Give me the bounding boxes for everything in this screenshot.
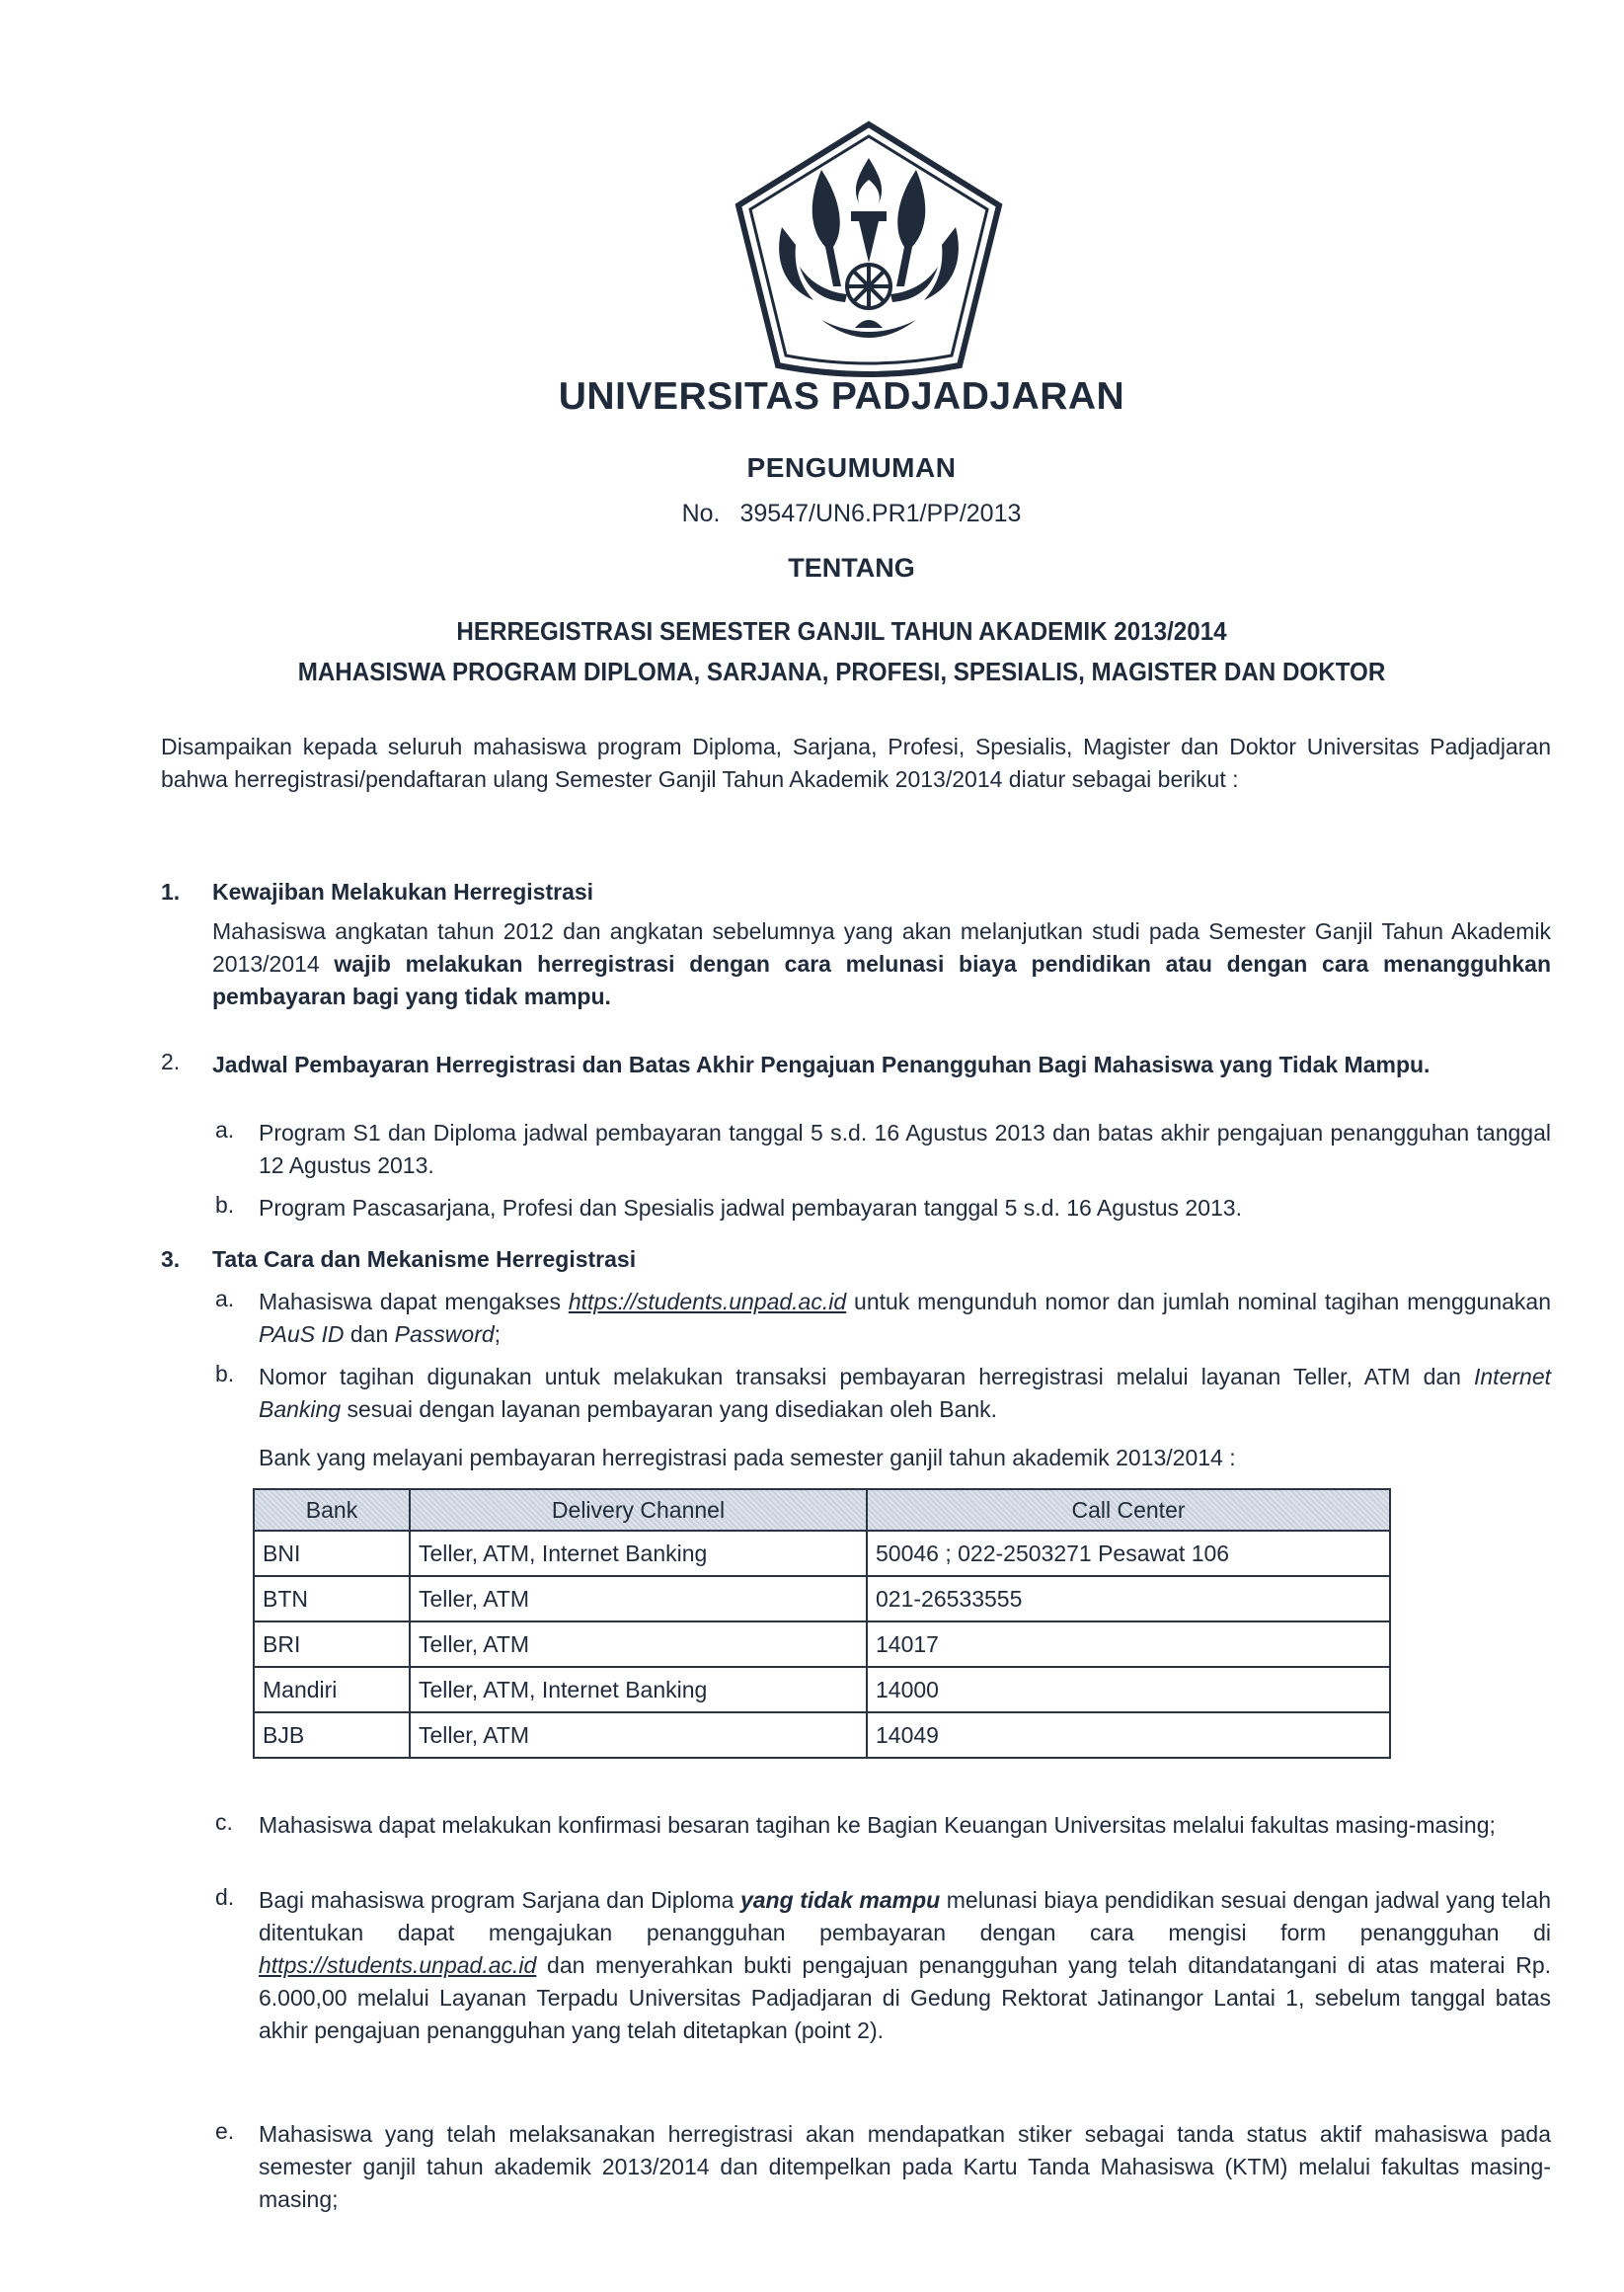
table-row <box>254 1712 1390 1758</box>
intro-paragraph: Disampaikan kepada seluruh mahasiswa program Diploma, Sarjana, Profesi, Spesialis, Magister dan Doktor Universitas Padjadjaran bahwa herregistrasi/pendaftaran ulang Semester Ganjil Tahun Akademik 2013/2014 diatur sebagai berikut : <box>161 734 1551 792</box>
section-3-title: Tata Cara dan Mekanisme Herregistrasi <box>212 1246 637 1272</box>
text-run: sesuai dengan layanan pembayaran yang disediakan oleh Bank. <box>341 1396 998 1422</box>
document-title-line-2: MAHASISWA PROGRAM DIPLOMA, SARJANA, PROFESI, SPESIALIS, MAGISTER DAN DOKTOR <box>297 657 1386 686</box>
section-3b-text <box>259 1361 1551 1426</box>
delivery-channel: Teller, ATM, Internet Banking <box>410 1531 867 1576</box>
bank-name: Mandiri <box>254 1667 410 1712</box>
delivery-channel: Teller, ATM, Internet Banking <box>410 1667 867 1712</box>
delivery-channel: Teller, ATM <box>410 1576 867 1621</box>
text-run: Bagi mahasiswa program Sarjana dan Diploma <box>259 1887 740 1913</box>
text-run: Mahasiswa dapat mengakses <box>259 1289 569 1314</box>
announcement-heading: PENGUMUMAN <box>746 452 957 483</box>
section-3a-text <box>259 1286 1551 1351</box>
bank-name: BRI <box>254 1621 410 1667</box>
column-header-bank: Bank <box>254 1489 410 1531</box>
section-1-body <box>212 915 1551 1013</box>
section-3d-letter: d. <box>215 1884 235 1910</box>
students-portal-link[interactable]: https://students.unpad.ac.id <box>568 1289 847 1314</box>
table-row <box>254 1667 1390 1712</box>
university-emblem-icon <box>731 119 1007 380</box>
section-1-body-text: Mahasiswa angkatan tahun 2012 dan angkatan sebelumnya yang akan melanjutkan studi pada Semester Ganjil Tahun Akademik 2013/2014 <box>212 918 1551 977</box>
emphasis-not-able: yang tidak mampu <box>739 1887 941 1913</box>
call-center: 14000 <box>867 1667 1390 1712</box>
call-center: 021-26533555 <box>867 1576 1390 1621</box>
section-3d-text <box>259 1884 1551 2047</box>
announcement-number <box>39 500 1624 528</box>
section-3c-text: Mahasiswa dapat melakukan konfirmasi besaran tagihan ke Bagian Keuangan Universitas melalui fakultas masing-masing; <box>259 1812 1496 1838</box>
section-1-number: 1. <box>161 879 181 905</box>
text-run: dan menyerahkan bukti pengajuan penangguhan yang telah ditandatangani di atas materai Rp. 6.000,00 melalui Layanan Terpadu Universitas Padjadjaran di Gedung Rektorat Jatinangor Lantai 1, sebelum tanggal batas akhir pengajuan penangguhan yang telah ditetapkan (point 2). <box>259 1952 1551 2043</box>
number-label: No. <box>681 500 721 527</box>
text-run: Nomor tagihan digunakan untuk melakukan transaksi pembayaran herregistrasi melalui layanan Teller, ATM dan <box>259 1364 1474 1389</box>
number-value: 39547/UN6.PR1/PP/2013 <box>739 500 1022 527</box>
column-header-delivery-channel: Delivery Channel <box>410 1489 867 1531</box>
column-header-call-center: Call Center <box>867 1489 1390 1531</box>
bank-name: BTN <box>254 1576 410 1621</box>
text-run: melunasi biaya pendidikan sesuai dengan jadwal yang telah ditentukan dapat mengajukan penangguhan pembayaran dengan cara mengisi form penangguhan di <box>259 1887 1551 1945</box>
text-run: ; <box>494 1321 502 1347</box>
section-2a-text: Program S1 dan Diploma jadwal pembayaran tanggal 5 s.d. 16 Agustus 2013 dan batas akhir pengajuan penangguhan tanggal 12 Agustus 2013. <box>259 1120 1551 1178</box>
internet-banking-term: Internet Banking <box>259 1364 1551 1422</box>
students-portal-link[interactable]: https://students.unpad.ac.id <box>259 1952 537 1978</box>
about-heading: TENTANG <box>788 553 915 583</box>
document-title-line-1: HERREGISTRASI SEMESTER GANJIL TAHUN AKADEMIK 2013/2014 <box>456 616 1227 646</box>
section-3e-text: Mahasiswa yang telah melaksanakan herregistrasi akan mendapatkan stiker sebagai tanda status aktif mahasiswa pada semester ganjil tahun akademik 2013/2014 dan ditempelkan pada Kartu Tanda Mahasiswa (KTM) melalui fakultas masing-masing; <box>259 2121 1551 2212</box>
delivery-channel: Teller, ATM <box>410 1712 867 1758</box>
bank-table <box>253 1488 1391 1759</box>
text-run: untuk mengunduh nomor dan jumlah nominal tagihan menggunakan <box>846 1289 1552 1314</box>
university-name: UNIVERSITAS PADJADJARAN <box>558 375 1125 418</box>
password-term: Password <box>394 1321 495 1347</box>
bank-name: BNI <box>254 1531 410 1576</box>
bank-name: BJB <box>254 1712 410 1758</box>
call-center: 14017 <box>867 1621 1390 1667</box>
section-2-number: 2. <box>161 1049 181 1074</box>
section-1-body-emphasis: wajib melakukan herregistrasi dengan cara melunasi biaya pendidikan atau dengan cara menangguhkan pembayaran bagi yang tidak mampu. <box>212 951 1551 1009</box>
call-center: 50046 ; 022-2503271 Pesawat 106 <box>867 1531 1390 1576</box>
section-1-title: Kewajiban Melakukan Herregistrasi <box>212 879 594 905</box>
section-2b-letter: b. <box>215 1192 235 1218</box>
section-3a-letter: a. <box>215 1286 235 1311</box>
section-3e-letter: e. <box>215 2118 235 2144</box>
section-3-number: 3. <box>161 1246 181 1272</box>
paus-id-term: PAuS ID <box>259 1321 345 1347</box>
delivery-channel: Teller, ATM <box>410 1621 867 1667</box>
bank-table-intro: Bank yang melayani pembayaran herregistrasi pada semester ganjil tahun akademik 2013/2014 : <box>259 1445 1236 1470</box>
text-run: dan <box>344 1321 395 1347</box>
table-row <box>254 1531 1390 1576</box>
section-2b-text: Program Pascasarjana, Profesi dan Spesialis jadwal pembayaran tanggal 5 s.d. 16 Agustus 2013. <box>259 1195 1242 1221</box>
table-row <box>254 1621 1390 1667</box>
section-3b-letter: b. <box>215 1361 235 1386</box>
table-row <box>254 1576 1390 1621</box>
section-2a-letter: a. <box>215 1117 235 1143</box>
section-3c-letter: c. <box>215 1809 233 1835</box>
section-2-title: Jadwal Pembayaran Herregistrasi dan Batas Akhir Pengajuan Penangguhan Bagi Mahasiswa yang Tidak Mampu. <box>212 1052 1431 1077</box>
call-center: 14049 <box>867 1712 1390 1758</box>
bank-table-header-row <box>254 1489 1390 1531</box>
